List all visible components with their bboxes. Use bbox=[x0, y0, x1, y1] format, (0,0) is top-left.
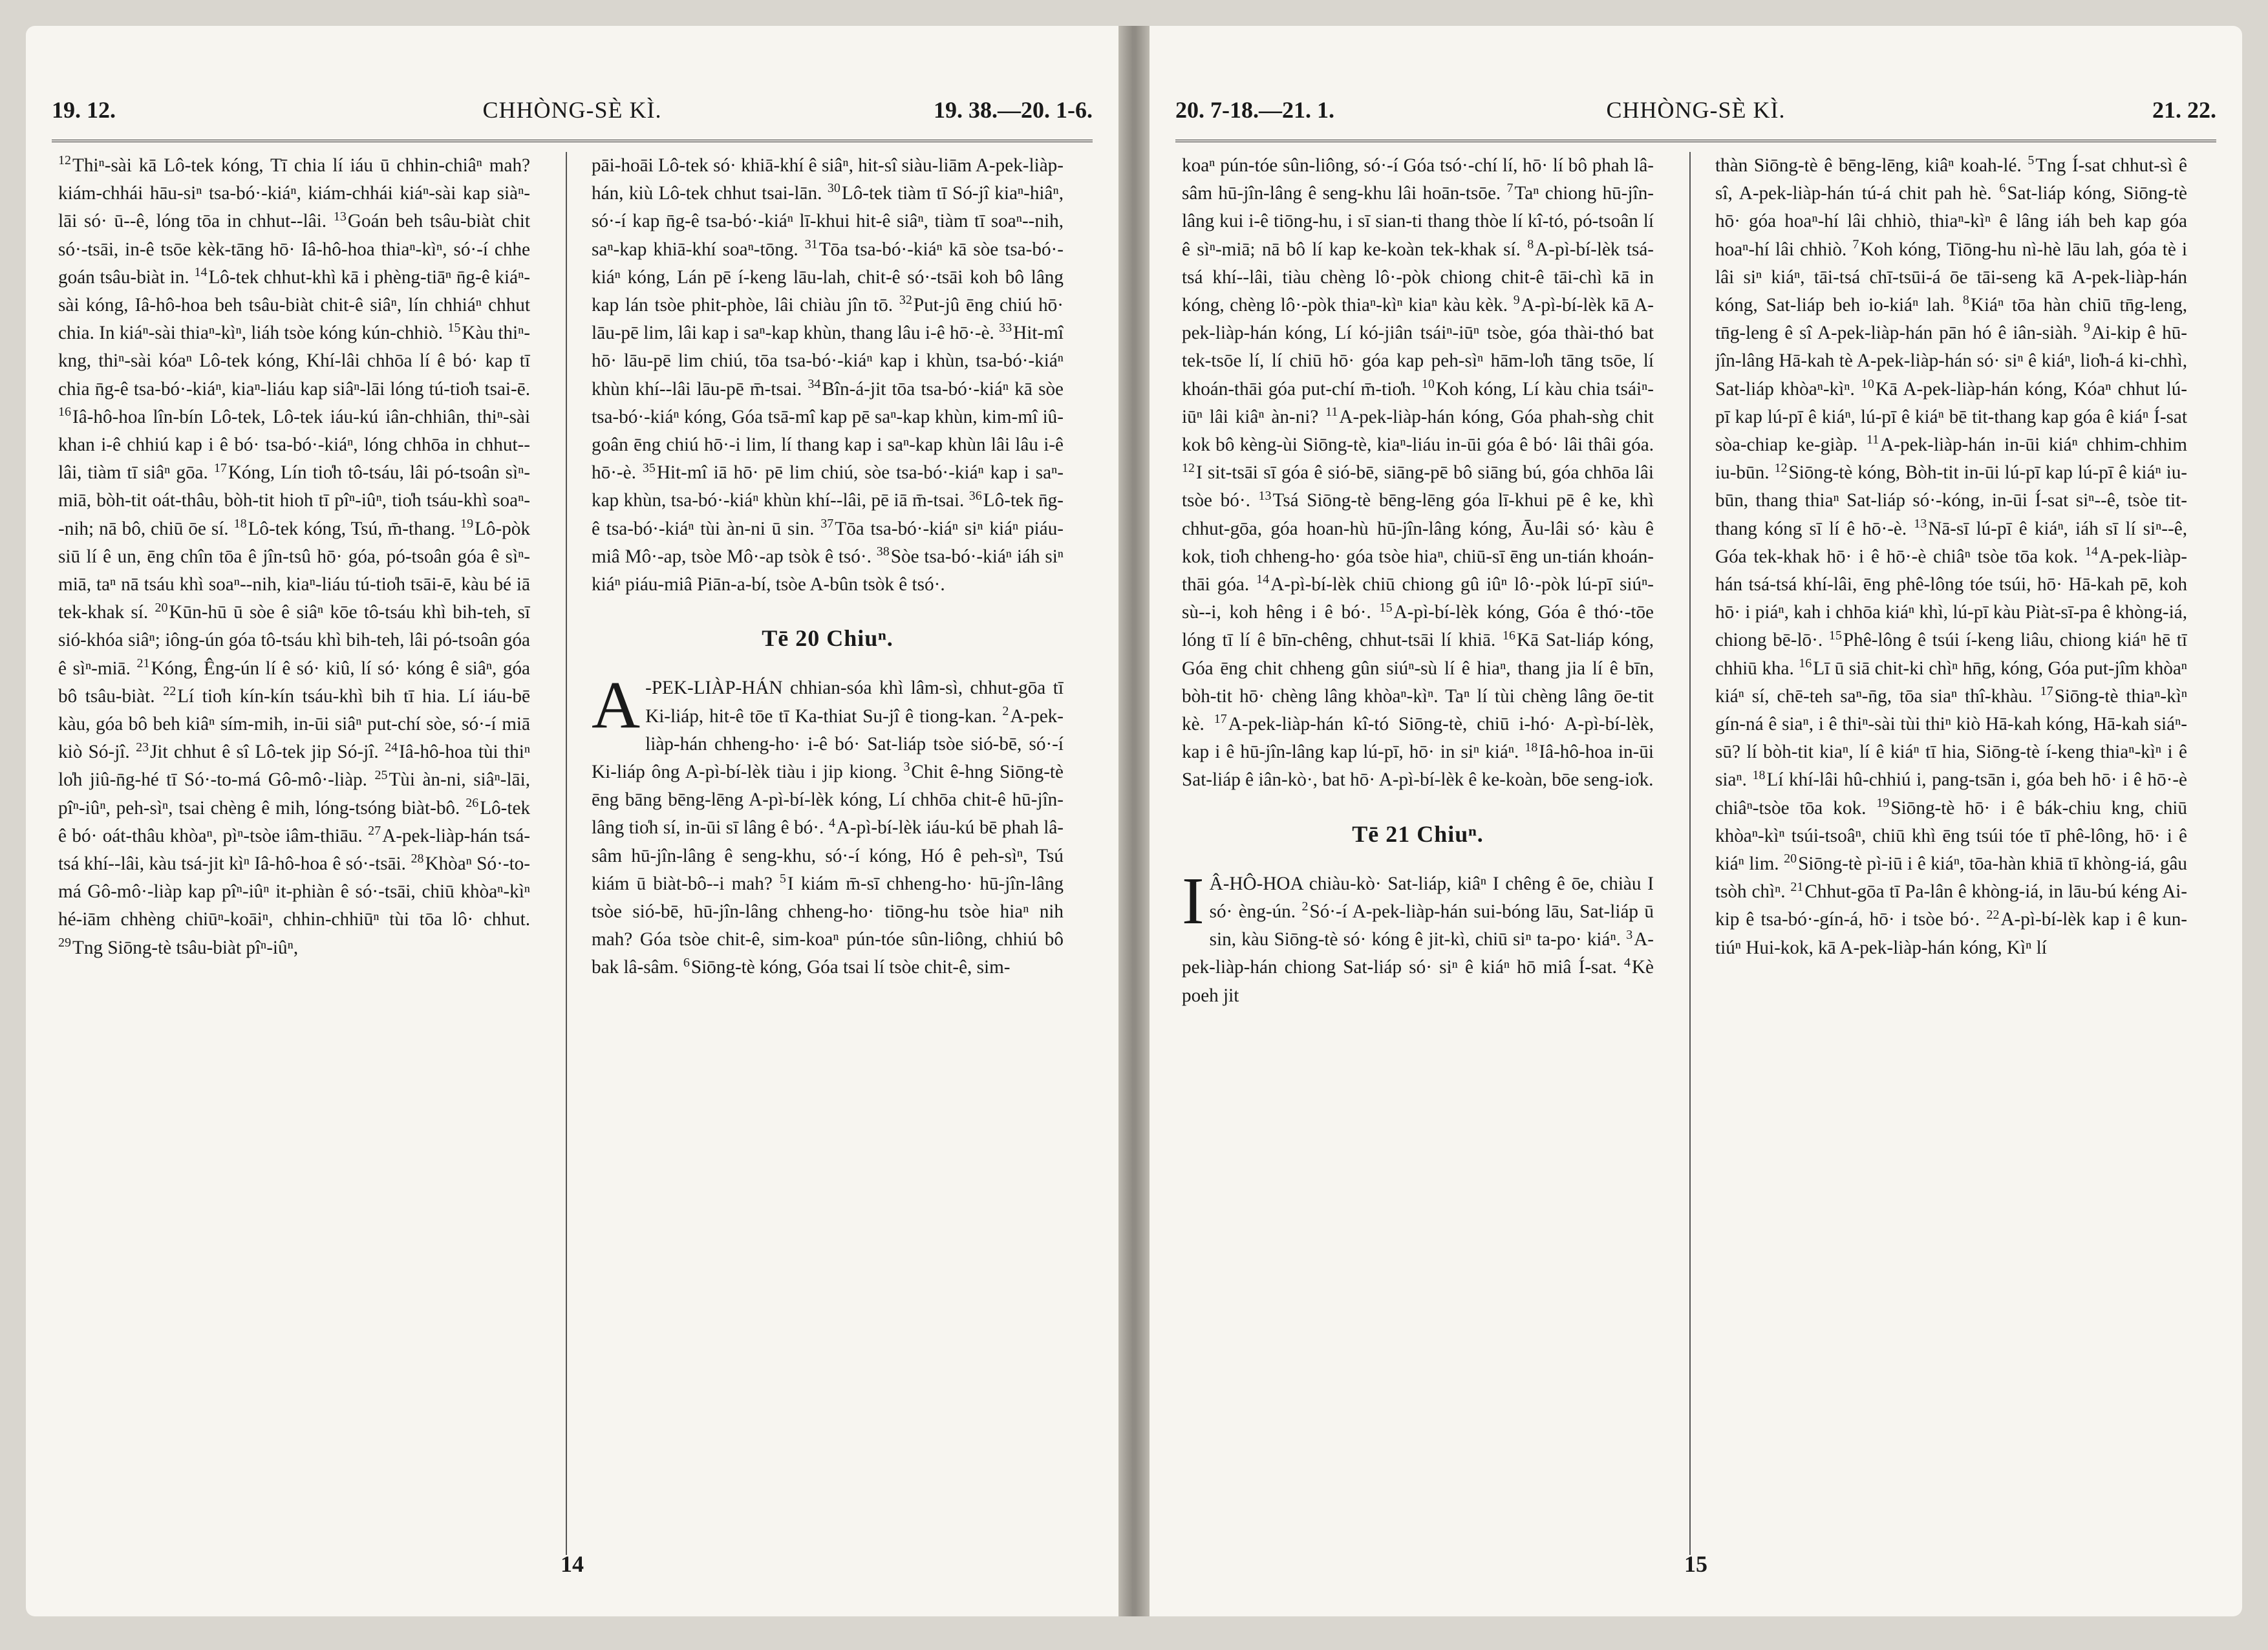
running-header bbox=[52, 91, 1093, 142]
verse-text: Tng Siōng-tè tsâu-biàt pîⁿ-iûⁿ, bbox=[72, 937, 299, 958]
verse-number: 29 bbox=[58, 935, 71, 950]
verse-text: Siōng-tè hō· i ê bák-chiu kng, chiū khòaⁿ-kìⁿ tsúi-tsoâⁿ, chiū khì ēng tsúi tóe tī phê-lông, hō· i ê kiáⁿ lim. bbox=[1715, 797, 2187, 875]
drop-cap: I bbox=[1182, 863, 1204, 938]
verse-number: 16 bbox=[1503, 628, 1516, 643]
verse-text: Sat-liáp kóng, Siōng-tè hō· góa hoaⁿ-hí lâi chhiò, thiaⁿ-kìⁿ ê lâng iáh beh kap góa hoaⁿ-hí lâi chhiò. bbox=[1715, 183, 2187, 260]
verse-text: Â-HÔ-HOA chiàu-kò· Sat-liáp, kiâⁿ I chêng ê ōe, chiàu I só· èng-ún. bbox=[1209, 873, 1654, 923]
verse-text: Nā-sī lú-pī ê kiáⁿ, iáh sī lí siⁿ--ê, Góa tek-khak hō· i ê hō·-è chiâⁿ tsòe tōa kok. bbox=[1715, 518, 2187, 567]
verse-number: 37 bbox=[820, 516, 834, 531]
verse-number: 7 bbox=[1506, 181, 1514, 196]
verse-paragraph bbox=[1715, 152, 2187, 962]
verse-text: Ai-kip ê hū-jîn-lâng Hā-kah tè A-pek-liàp-hán só· siⁿ ê kiáⁿ, lio̍h-á ki-chhì, Sat-liáp khòaⁿ-kìⁿ. bbox=[1715, 323, 2187, 400]
verse-text: A-pì-bí-lèk tsá-tsá khí--lâi, tiàu chèng lô·-pòk chiong chit-ê tāi-chì kā in kóng, chèng lô·-pòk thiaⁿ-kìⁿ kiaⁿ kàu kèk. bbox=[1182, 239, 1654, 316]
verse-text: Chhut-gōa tī Pa-lân ê khòng-iá, in lāu-bú kéng Ai-kip ê tsa-bó·-gín-á, hō· i tsòe bó·. bbox=[1715, 881, 2187, 930]
verse-number: 18 bbox=[1524, 740, 1538, 755]
verse-paragraph bbox=[592, 152, 1064, 599]
verse-text: Lô-tek ê bó· oát-thâu khòaⁿ, pìⁿ-tsòe iâm-thiāu. bbox=[58, 797, 530, 846]
verse-number: 5 bbox=[779, 872, 786, 886]
verse-paragraph bbox=[1182, 152, 1654, 795]
verse-text: Jit chhut ê sî Lô-tek jip Só-jî. bbox=[150, 742, 379, 763]
verse-text: Kàu thiⁿ-kng, thiⁿ-sài kóaⁿ Lô-tek kóng, Khí-lâi chhōa lí ê bó· kap tī chia n̄g-ê tsa-bó·-kiáⁿ, kiaⁿ-liáu kap siâⁿ-lāi lóng tú-tio̍h tsai-ē. bbox=[58, 323, 530, 400]
verse-text: Tsá Siōng-tè bēng-lēng góa lī-khui pē ê ke, khì chhut-gōa, góa hoan-hù hū-jîn-lâng kóng, Āu-lâi só· kàu ê kok, tio̍h chheng-ho· góa tsòe hiaⁿ, chiū-sī ēng un-tián khoán-thāi góa. bbox=[1182, 490, 1654, 595]
verse-text: Lī ū siā chit-ki chìⁿ hn̄g, kóng, Góa put-jîm khòaⁿ kiáⁿ sí, chē-teh saⁿ-n̄g, tōa siaⁿ thî-khàu. bbox=[1715, 658, 2187, 707]
verse-block bbox=[1182, 863, 1654, 1010]
verse-number: 33 bbox=[999, 321, 1012, 336]
verse-number: 16 bbox=[58, 405, 71, 420]
verse-text: Kūn-hū ū sòe ê siâⁿ kōe tô-tsáu khì bih-teh, sī sió-khóa siâⁿ; iông-ún góa tô-tsáu khì bih-teh, lâi pó-tsoân góa ê sìⁿ-miā. bbox=[58, 602, 530, 679]
verse-number: 28 bbox=[411, 852, 424, 866]
verse-block bbox=[1182, 152, 1654, 795]
verse-text: Koh kóng, Lí kàu chia tsáiⁿ-iūⁿ lâi kiâⁿ àn-ni? bbox=[1182, 378, 1654, 427]
verse-text: Tōa tsa-bó·-kiáⁿ siⁿ kiáⁿ piáu-miâ Mô·-ap, tsòe Mô·-ap tsòk ê tsó·. bbox=[592, 518, 1064, 567]
verse-number: 5 bbox=[2027, 153, 2035, 168]
verse-text: Tùi àn-ni, siâⁿ-lāi, pîⁿ-iûⁿ, peh-sìⁿ, tsai chèng ê mih, lóng-tsóng biàt-bô. bbox=[58, 769, 530, 819]
verse-text: Siōng-tè kóng, Góa tsai lí tsòe chit-ê, sim- bbox=[690, 957, 1011, 978]
verse-text: Koh kóng, Tiōng-hu nì-hè lāu lah, góa tè i lâi siⁿ kiáⁿ, tāi-tsá chī-tsūi-á ōe tāi-seng kā A-pek-liàp-hán kóng, Sat-liáp beh io-kiáⁿ lah. bbox=[1715, 239, 2187, 316]
verse-text: Lô-tek chhut-khì kā i phèng-tiāⁿ n̄g-ê kiáⁿ-sài kóng, Iâ-hô-hoa beh tsâu-biàt chit-ê siâⁿ, lín chhiáⁿ chhut chia. In kiáⁿ-sài thiaⁿ-kìⁿ, liáh tsòe kóng kún-chhiò. bbox=[58, 266, 530, 344]
verse-text: -PEK-LIÀP-HÁN chhian-sóa khì lâm-sì, chhut-gōa tī Ki-liáp, hit-ê tōe tī Ka-thiat Su-jî ê tiong-kan. bbox=[645, 678, 1064, 727]
verse-text: Iâ-hô-hoa lîn-bín Lô-tek, Lô-tek iáu-kú iân-chhiân, thiⁿ-sài khan i-ê chhiú kap i ê bó· tsa-bó·-kiáⁿ, lóng chhōa in chhut--lâi, tiàm tī siâⁿ gōa. bbox=[58, 406, 530, 484]
header-rule bbox=[1175, 140, 2216, 142]
page-number: 15 bbox=[1684, 1551, 1707, 1577]
verse-text: Siōng-tè pì-iū i ê kiáⁿ, tōa-hàn khiā tī khòng-iá, gâu tsòh chìⁿ. bbox=[1715, 853, 2187, 903]
header-book-title: CHHÒNG-SÈ KÌ. bbox=[1606, 97, 1786, 123]
verse-text: Kiáⁿ tōa hàn chiū tn̄g-leng, tn̄g-leng ê sî A-pek-liàp-hán pān hó ê iân-siàh. bbox=[1715, 295, 2187, 344]
left-page bbox=[26, 26, 1118, 1616]
verse-text: A-pek-liàp-hán chheng-ho· i-ê bó· Sat-liáp tsòe sió-bē, só·-í Ki-liáp ông A-pì-bí-lèk tiàu i jip kiong. bbox=[592, 705, 1064, 783]
text-column-1 bbox=[1182, 152, 1654, 1548]
header-rule bbox=[52, 140, 1093, 142]
verse-number: 25 bbox=[374, 767, 388, 782]
verse-block-inner bbox=[1182, 863, 1654, 1010]
verse-number: 6 bbox=[683, 955, 690, 970]
header-right-reference: 21. 22. bbox=[2152, 97, 2216, 123]
book-gutter bbox=[1118, 26, 1150, 1616]
verse-number: 4 bbox=[828, 815, 835, 830]
verse-number: 18 bbox=[1752, 767, 1766, 782]
chapter-heading: Tē 20 Chiuⁿ. bbox=[762, 625, 893, 652]
verse-number: 17 bbox=[2040, 684, 2053, 699]
verse-text: Lí tio̍h kín-kín tsáu-khì bih tī hia. Lí iáu-bē kàu, góa bô beh kiâⁿ sím-mih, in-ūi siâⁿ put-chí sòe, só·-í miā kiò Só-jî. bbox=[58, 685, 530, 763]
verse-number: 17 bbox=[1214, 712, 1227, 727]
verse-number: 15 bbox=[447, 321, 461, 336]
verse-text: Iâ-hô-hoa tùi thiⁿ lo̍h jiû-n̄g-hé tī Só·-to-má Gô-mô·-liàp. bbox=[58, 742, 530, 791]
verse-text: Khòaⁿ Só·-to-má Gô-mô·-liàp kap pîⁿ-iûⁿ it-phiàn ê só·-tsāi, chiū khòaⁿ-kìⁿ hé-iām chhèng chiūⁿ-koāiⁿ, chhin-chhiūⁿ tùi tōa lô· chhut. bbox=[58, 853, 530, 930]
verse-text: A-pek-liàp-hán in-ūi kiáⁿ chhim-chhim iu-būn. bbox=[1715, 434, 2187, 484]
text-column-2 bbox=[1715, 152, 2187, 1548]
verse-number: 36 bbox=[968, 488, 982, 503]
verse-number: 8 bbox=[1962, 293, 1969, 308]
header-right-reference: 19. 38.—20. 1-6. bbox=[934, 97, 1093, 123]
verse-text: pāi-hoāi Lô-tek só· khiā-khí ê siâⁿ, hit-sî siàu-liām A-pek-liàp-hán, kiù Lô-tek chhut tsai-lān. bbox=[592, 155, 1064, 204]
verse-text: koaⁿ pún-tóe sûn-liông, só·-í Góa tsó·-chí lí, hō· lí bô phah lâ-sâm hū-jîn-lâng ê seng-khu lâi hoān-tsōe. bbox=[1182, 155, 1654, 204]
verse-text: Taⁿ chiong hū-jîn-lâng kui i-ê tiōng-hu, i sī sian-ti thang thòe lí kî-tó, pó-tsoân lí ê sìⁿ-miā; nā bô lí kap ke-koàn tek-khak sí. bbox=[1182, 183, 1654, 260]
verse-text: A-pì-bí-lèk chiū chiong gû iûⁿ lô·-pòk lú-pī siúⁿ-sù--i, koh hêng i ê bó·. bbox=[1182, 574, 1654, 623]
verse-text: A-pek-liàp-hán tsá-tsá khí-lâi, ēng phê-lông tóe tsúi, hō· Hā-kah pē, koh hō· i piáⁿ, kah i chhōa kiáⁿ khì, lú-pī kàu Piàt-sī-pa ê khòng-iá, chiong bē-lō·. bbox=[1715, 546, 2187, 651]
verse-number: 26 bbox=[465, 795, 479, 810]
verse-paragraph bbox=[592, 668, 1064, 981]
verse-number: 16 bbox=[1799, 656, 1812, 670]
header-left-reference: 20. 7-18.—21. 1. bbox=[1175, 97, 1334, 123]
verse-number: 27 bbox=[368, 824, 381, 839]
verse-number: 12 bbox=[1774, 460, 1788, 475]
verse-text: Siōng-tè kóng, Bòh-tit in-ūi lú-pī kap lú-pī ê kiáⁿ iu-būn, thang thiaⁿ Sat-liáp só·-kóng, in-ūi Í-sat siⁿ--ê, tsòe tit-thang kóng sī lí ê hō·-è. bbox=[1715, 462, 2187, 539]
verse-text: A-pì-bí-lèk kóng, Góa ê thó·-tōe lóng tī lí ê bīn-chêng, chhut-tsāi lí khiā. bbox=[1182, 602, 1654, 651]
verse-text: Lô-tek n̄g-ê tsa-bó·-kiáⁿ tùi àn-ni ū sin. bbox=[592, 490, 1064, 539]
verse-number: 7 bbox=[1852, 237, 1859, 252]
verse-text: A-pek-liàp-hán chiong Sat-liáp só· siⁿ ê kiáⁿ hō miâ Í-sat. bbox=[1182, 929, 1654, 978]
verse-text: A-pek-liàp-hán kóng, Góa phah-sǹg chit kok bô kèng-ùi Siōng-tè, kiaⁿ-liáu in-ūi góa ê bó· lâi thâi góa. bbox=[1182, 406, 1654, 456]
verse-number: 32 bbox=[899, 293, 912, 308]
verse-text: Put-jû ēng chiú hō· lāu-pē lim, lâi kap i saⁿ-kap khùn, thang lâu i-ê hō·-è. bbox=[592, 295, 1064, 344]
verse-text: Tōa tsa-bó·-kiáⁿ kā sòe tsa-bó·-kiáⁿ kóng, Lán pē í-keng lāu-lah, chit-ê só·-tsāi koh bô lâng kap lán tsòe phit-phòe, lâi chiàu jîn tō. bbox=[592, 239, 1064, 316]
header-book-title: CHHÒNG-SÈ KÌ. bbox=[482, 97, 662, 123]
verse-text: Kóng, Lín tio̍h tô-tsáu, lâi pó-tsoân sìⁿ-miā, bòh-tit oát-thâu, bòh-tit hioh tī pîⁿ-iûⁿ, tio̍h tsáu-khì soaⁿ--nih; nā bô, chiū ōe sí. bbox=[58, 462, 530, 539]
verse-number: 18 bbox=[233, 516, 247, 531]
verse-number: 17 bbox=[213, 460, 227, 475]
verse-number: 3 bbox=[903, 760, 910, 775]
verse-number: 11 bbox=[1325, 405, 1338, 420]
page-number: 14 bbox=[561, 1551, 584, 1577]
verse-text: I sit-tsāi sī góa ê sió-bē, siāng-pē bô siāng bú, góa chhōa lâi tsòe bó·. bbox=[1182, 462, 1654, 511]
verse-number: 13 bbox=[333, 209, 347, 224]
verse-text: Tng Í-sat chhut-sì ê sî, A-pek-liàp-hán tú-á chit pah hè. bbox=[1715, 155, 2187, 204]
verse-text: Siōng-tè thiaⁿ-kìⁿ gín-ná ê siaⁿ, i ê thiⁿ-sài tùi thiⁿ kiò Hā-kah kóng, Hā-kah siáⁿ-sū? lí bòh-tit kiaⁿ, lí ê kiáⁿ tī hia, Siōng-tè í-keng thiaⁿ-kìⁿ i ê siaⁿ. bbox=[1715, 685, 2187, 791]
chapter-heading: Tē 21 Chiuⁿ. bbox=[1352, 820, 1484, 847]
column-divider bbox=[566, 152, 567, 1555]
verse-number: 14 bbox=[2084, 544, 2098, 559]
verse-number: 14 bbox=[194, 265, 208, 280]
verse-number: 11 bbox=[1866, 433, 1879, 447]
verse-text: Iâ-hô-hoa in-ūi Sat-liáp ê iân-kò·, bat hō· A-pì-bí-lèk ê ke-koàn, bōe seng-io̍k. bbox=[1182, 742, 1654, 791]
verse-text: Lô-tek kóng, Tsú, m̄-thang. bbox=[248, 518, 456, 539]
verse-text: A-pì-bí-lèk kā A-pek-liàp-hán kóng, Lí kó-jiân tsáiⁿ-iūⁿ tsòe, góa thài-thó bat tek-tsōe lí, lí chiū hō· góa kap peh-sìⁿ hām-lo̍h tāng tsōe, lí khoán-thāi góa put-chí m̄-tio̍h. bbox=[1182, 295, 1654, 400]
verse-text: A-pek-liàp-hán tsá-tsá khí--lâi, kàu tsá-jit kìⁿ Iâ-hô-hoa ê só·-tsāi. bbox=[58, 825, 530, 875]
right-page bbox=[1150, 26, 2242, 1616]
verse-text: Kā A-pek-liàp-hán kóng, Kóaⁿ chhut lú-pī kap lú-pī ê kiáⁿ, lú-pī ê kiáⁿ bē tit-thang kap góa ê kiáⁿ Í-sat sòa-chiap ke-giàp. bbox=[1715, 378, 2187, 456]
header-left-reference: 19. 12. bbox=[52, 97, 116, 123]
verse-text: Kóng, Êng-ún lí ê só· kiû, lí só· kóng ê siâⁿ, góa bô tsâu-biàt. bbox=[58, 658, 530, 707]
verse-text: Lô-tek tiàm tī Só-jî kiaⁿ-hiâⁿ, só·-í kap n̄g-ê tsa-bó·-kiáⁿ lī-khui hit-ê siâⁿ, tiàm tī soaⁿ--nih, saⁿ-kap khiā-khí soaⁿ-tōng. bbox=[592, 183, 1064, 260]
verse-number: 20 bbox=[155, 600, 168, 615]
verse-number: 10 bbox=[1421, 376, 1435, 391]
verse-number: 20 bbox=[1784, 852, 1797, 866]
verse-number: 22 bbox=[163, 684, 177, 699]
verse-text: Chit ê-hng Siōng-tè ēng bāng bēng-lēng A-pì-bí-lèk kóng, Lí chhōa chit-ê hū-jîn-lâng tio̍h sí, in-ūi sī lâng ê bó·. bbox=[592, 762, 1064, 839]
verse-number: 9 bbox=[2084, 321, 2091, 336]
verse-text: Sòe tsa-bó·-kiáⁿ iáh siⁿ kiáⁿ piáu-miâ Piān-a-bí, tsòe A-bûn tsòk ê tsó·. bbox=[592, 546, 1064, 595]
verse-number: 21 bbox=[1790, 879, 1804, 894]
verse-number: 34 bbox=[808, 376, 821, 391]
verse-number: 24 bbox=[385, 740, 398, 755]
verse-text: Thiⁿ-sài kā Lô-tek kóng, Tī chia lí iáu ū chhin-chiâⁿ mah? kiám-chhái hāu-siⁿ tsa-bó·-kiáⁿ, kiám-chhái kiáⁿ-sài kap siàⁿ-lāi só· ū--ê, lóng tōa in chhut--lâi. bbox=[58, 155, 530, 232]
verse-block bbox=[592, 668, 1064, 981]
verse-text: Phê-lông ê tsúi í-keng liâu, chiong kiáⁿ hē tī chhiū kha. bbox=[1715, 630, 2187, 679]
text-column-2 bbox=[592, 152, 1064, 1548]
verse-number: 22 bbox=[1986, 907, 2000, 922]
drop-cap: A bbox=[592, 668, 641, 743]
verse-text: Kā Sat-liáp kóng, Góa ēng chit chheng gûn siúⁿ-sù lí ê hiaⁿ, thang jia lí ê bīn, bòh-tit hō· chèng lâng khòaⁿ-kìⁿ. Taⁿ lí tùi chèng lâng ōe-tit kè. bbox=[1182, 630, 1654, 735]
verse-text: Lô-pòk siū lí ê un, ēng chîn tōa ê jîn-tsû hō· góa, pó-tsoân góa ê sìⁿ-miā, taⁿ nā tsáu khì soaⁿ--nih, kiaⁿ-liáu tú-tio̍h tsāi-ē, kàu bé iā tek-khak sí. bbox=[58, 518, 530, 623]
verse-number: 9 bbox=[1513, 293, 1520, 308]
verse-number: 13 bbox=[1914, 516, 1927, 531]
verse-number: 19 bbox=[1876, 795, 1890, 810]
verse-text: Só·-í A-pek-liàp-hán sui-bóng lāu, Sat-liáp ū sin, kàu Siōng-tè só· kóng ê jit-kì, chiū siⁿ ta-po· kiáⁿ. bbox=[1209, 901, 1654, 950]
verse-block bbox=[592, 152, 1064, 599]
verse-text: Lí khí-lâi hû-chhiú i, pang-tsān i, góa beh hō· i ê hō·-è chiâⁿ-tsòe tōa kok. bbox=[1715, 769, 2187, 819]
running-header bbox=[1175, 91, 2216, 142]
verse-number: 38 bbox=[876, 544, 890, 559]
verse-number: 31 bbox=[804, 237, 818, 252]
verse-number: 3 bbox=[1626, 927, 1633, 942]
verse-number: 19 bbox=[460, 516, 474, 531]
verse-number: 8 bbox=[1527, 237, 1534, 252]
verse-number: 15 bbox=[1828, 628, 1842, 643]
verse-text: Hit-mî iā hō· pē lim chiú, sòe tsa-bó·-kiáⁿ kap i saⁿ-kap khùn, tsa-bó·-kiáⁿ khùn khí--lâi, pē iā m̄-tsai. bbox=[592, 462, 1064, 511]
verse-text: A-pì-bí-lèk iáu-kú bē phah lâ-sâm hū-jîn-lâng ê seng-khu, só·-í kóng, Hó ê peh-sìⁿ, Tsú kiám ū biàt-bô--i mah? bbox=[592, 817, 1064, 894]
verse-text: I kiám m̄-sī chheng-ho· hū-jîn-lâng tsòe sió-bē, hū-jîn-lâng chheng-ho· tiōng-hu tsòe hiaⁿ nih mah? Góa tsòe chit-ê, sim-koaⁿ pún-tóe sûn-liông, chhiú bô bak lâ-sâm. bbox=[592, 873, 1064, 978]
verse-number: 23 bbox=[136, 740, 149, 755]
verse-number: 10 bbox=[1861, 376, 1874, 391]
verse-text: Hit-mî hō· lāu-pē lim chiú, tōa tsa-bó·-kiáⁿ kap i khùn, tsa-bó·-kiáⁿ khùn khí--lâi lāu-pē m̄-tsai. bbox=[592, 323, 1064, 400]
text-column-1 bbox=[58, 152, 530, 1548]
column-divider bbox=[1689, 152, 1691, 1555]
verse-paragraph bbox=[58, 152, 530, 962]
verse-text: A-pek-liàp-hán kî-tó Siōng-tè, chiū i-hó· A-pì-bí-lèk, kap i ê hū-jîn-lâng kap lú-pī, hō· in siⁿ kiáⁿ. bbox=[1182, 714, 1654, 763]
verse-number: 4 bbox=[1623, 955, 1631, 970]
verse-number: 14 bbox=[1256, 572, 1270, 587]
verse-block-inner bbox=[592, 668, 1064, 981]
verse-text: Kè poeh jit bbox=[1182, 957, 1654, 1006]
verse-number: 35 bbox=[642, 460, 656, 475]
verse-number: 21 bbox=[136, 656, 150, 670]
verse-paragraph bbox=[1182, 863, 1654, 1010]
verse-number: 12 bbox=[58, 153, 71, 168]
verse-number: 2 bbox=[1301, 899, 1309, 914]
verse-number: 2 bbox=[1002, 703, 1009, 718]
verse-number: 15 bbox=[1379, 600, 1393, 615]
verse-number: 6 bbox=[1999, 181, 2006, 196]
verse-text: Goán beh tsâu-biàt chit só·-tsāi, in-ê tsōe kèk-tāng hō· Iâ-hô-hoa thiaⁿ-kìⁿ, só·-í chhe goán tsâu-biàt in. bbox=[58, 211, 530, 288]
verse-text: Bîn-á-jit tōa tsa-bó·-kiáⁿ kā sòe tsa-bó·-kiáⁿ kóng, Góa tsā-mî kap pē saⁿ-kap khùn, kim-mî iû-goân ēng chiú hō·-i lim, lí thang kap i saⁿ-kap khùn lâi lâu i-ê hō·-è. bbox=[592, 378, 1064, 484]
verse-text: A-pì-bí-lèk kap i ê kun-tiúⁿ Hui-kok, kā A-pek-liàp-hán kóng, Kìⁿ lí bbox=[1715, 909, 2187, 958]
verse-number: 13 bbox=[1258, 488, 1272, 503]
verse-text: thàn Siōng-tè ê bēng-lēng, kiâⁿ koah-lé. bbox=[1715, 155, 2022, 176]
verse-number: 12 bbox=[1182, 460, 1195, 475]
verse-number: 30 bbox=[827, 181, 840, 196]
